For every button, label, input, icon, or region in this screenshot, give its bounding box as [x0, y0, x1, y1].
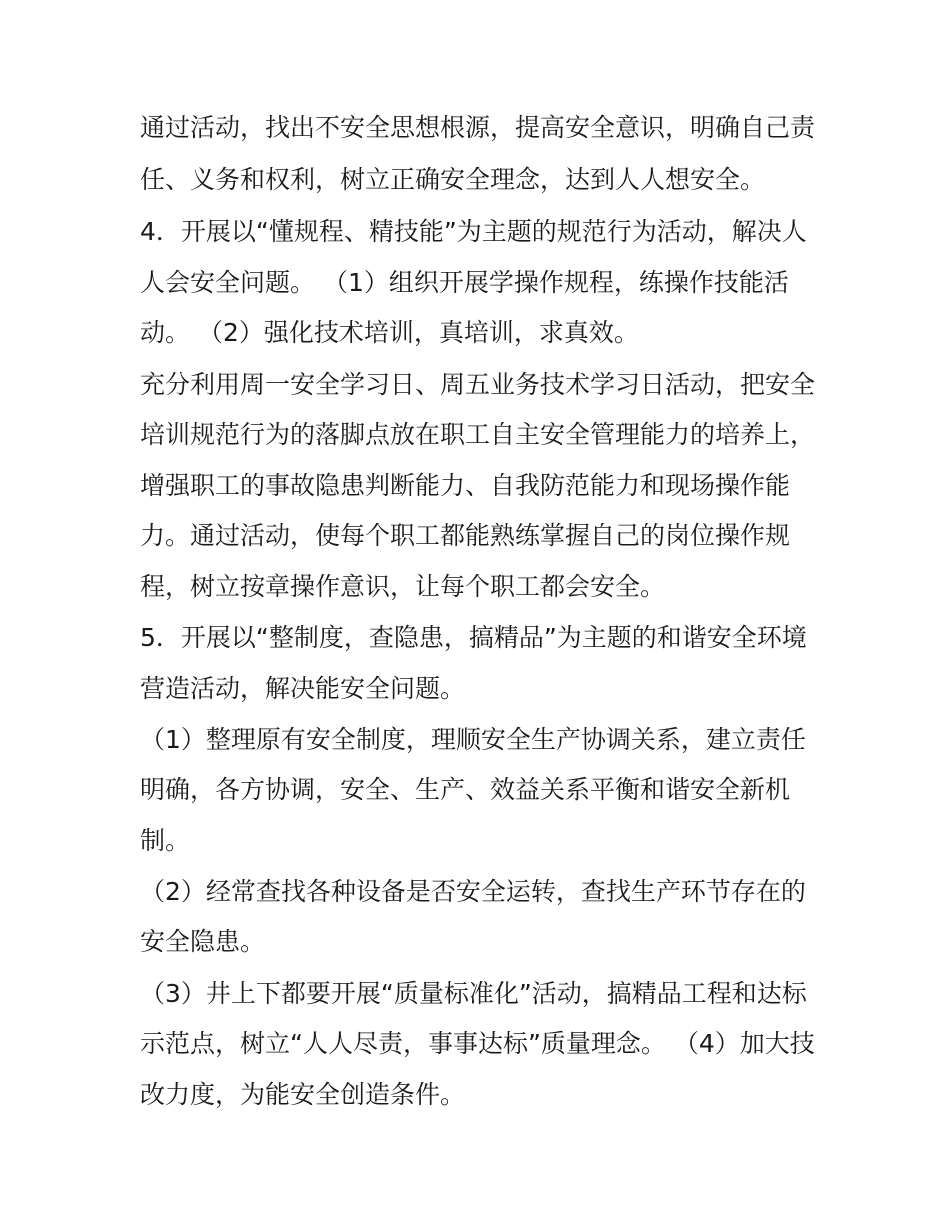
text-line: （1）整理原有安全制度，理顺安全生产协调关系，建立责任 [140, 725, 806, 754]
text-line: 增强职工的事故隐患判断能力、自我防范能力和现场操作能 [140, 471, 791, 500]
text-line: 制。 [140, 826, 191, 855]
text-line: 动。 （2）强化技术培训，真培训，求真效。 [140, 318, 639, 347]
text-line: （2）经常查找各种设备是否安全运转，查找生产环节存在的 [140, 877, 806, 906]
text-line: 明确，各方协调，安全、生产、效益关系平衡和谐安全新机 [140, 775, 791, 804]
text-line: 改力度，为能安全创造条件。 [140, 1080, 466, 1109]
text-line: 安全隐患。 [140, 927, 266, 956]
text-line: 人会安全问题。 （1）组织开展学操作规程，练操作技能活 [140, 268, 789, 297]
section-heading: 5．开展以“整制度，查隐患，搞精品”为主题的和谐安全环境 [140, 623, 807, 652]
section-heading: 4．开展以“懂规程、精技能”为主题的规范行为活动，解决人 [140, 217, 807, 246]
text-line: 培训规范行为的落脚点放在职工自主安全管理能力的培养上， [140, 420, 816, 449]
text-line: （3）井上下都要开展“质量标准化”活动，搞精品工程和达标 [140, 979, 807, 1008]
text-line: 充分利用周一安全学习日、周五业务技术学习日活动，把安全 [140, 370, 816, 399]
text-line: 通过活动，找出不安全思想根源，提高安全意识，明确自己责 [140, 113, 816, 142]
text-line: 力。通过活动，使每个职工都能熟练掌握自己的岗位操作规 [140, 521, 791, 550]
text-line: 任、义务和权利，树立正确安全理念，达到人人想安全。 [140, 165, 766, 194]
text-line: 示范点，树立“人人尽责，事事达标”质量理念。 （4）加大技 [140, 1029, 815, 1058]
text-line: 营造活动，解决能安全问题。 [140, 674, 466, 703]
text-line: 程，树立按章操作意识，让每个职工都会安全。 [140, 572, 666, 601]
